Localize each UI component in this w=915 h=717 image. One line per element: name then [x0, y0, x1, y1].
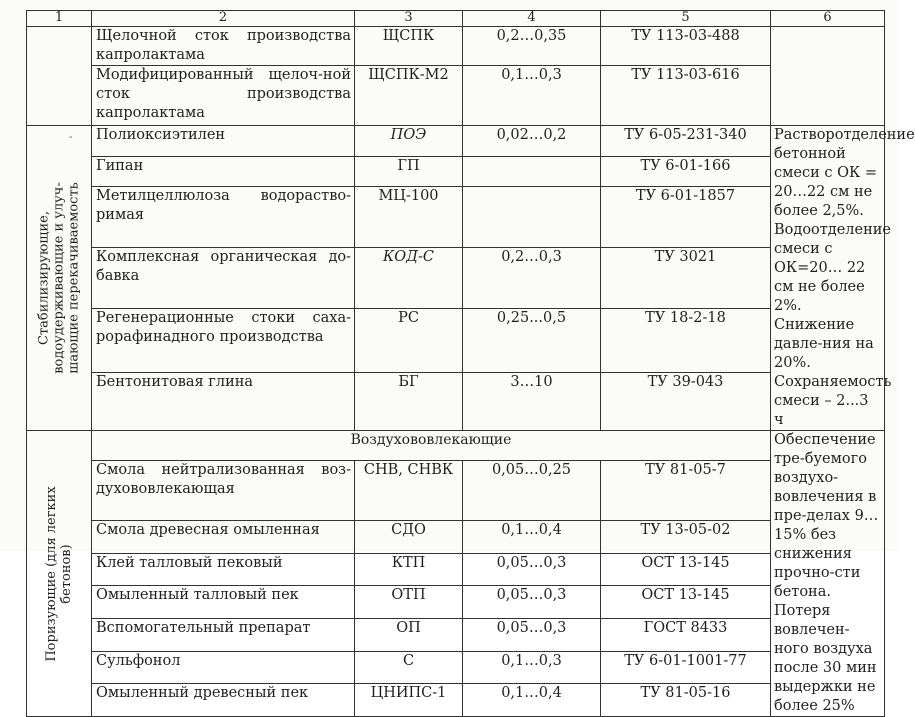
- additive-name: Регенерационные стоки саха-рорафинадного производства: [92, 309, 355, 373]
- column-number: 3: [355, 11, 463, 27]
- group-label-line: бетонов): [59, 543, 74, 604]
- dosage-range: 0,05…0,3: [463, 586, 601, 619]
- dosage-range: 0,1…0,4: [463, 521, 601, 554]
- column-number-row: [27, 11, 885, 27]
- additive-name: Сульфонол: [92, 651, 355, 684]
- additive-name: Вспомогательный препарат: [92, 619, 355, 652]
- table-row: [27, 586, 885, 619]
- additive-name: Комплексная органическая до-бавка: [92, 248, 355, 309]
- table-row: [27, 651, 885, 684]
- additive-name: Гипан: [92, 156, 355, 187]
- column-number: 5: [601, 11, 771, 27]
- standard-ref: ТУ 13-05-02: [601, 521, 771, 554]
- standard-ref: ГОСТ 8433: [601, 619, 771, 652]
- table-row: [27, 684, 885, 717]
- standard-ref: ТУ 6-01-1857: [601, 187, 771, 248]
- dosage-range: 0,2…0,35: [463, 27, 601, 66]
- table-row: [27, 27, 885, 66]
- dosage-range: 0,02…0,2: [463, 126, 601, 157]
- table-row: [27, 187, 885, 248]
- column-number: 1: [27, 11, 92, 27]
- additive-name: Омыленный талловый пек: [92, 586, 355, 619]
- additive-code: ПОЭ: [355, 126, 463, 157]
- group-label-cell: [27, 431, 92, 717]
- subheader-row: [27, 431, 885, 461]
- table-row: [27, 373, 885, 431]
- dosage-range: 0,05…0,3: [463, 553, 601, 586]
- table-row: [27, 248, 885, 309]
- additive-name: Щелочной сток производства капролактама: [92, 27, 355, 66]
- table-row: [27, 619, 885, 652]
- table-row: [27, 156, 885, 187]
- standard-ref: ТУ 6-01-1001-77: [601, 651, 771, 684]
- additive-code: СНВ, СНВК: [355, 460, 463, 521]
- group-label-line: шающие перекачиваемость: [66, 182, 82, 374]
- group-label-cell: [27, 126, 92, 431]
- table-row: [27, 521, 885, 554]
- additive-code: СДО: [355, 521, 463, 554]
- table-row: [27, 309, 885, 373]
- group-label-line: Поризующие (для легких: [44, 485, 59, 662]
- additive-code: КОД-С: [355, 248, 463, 309]
- dosage-range: 0,25...0,5: [463, 309, 601, 373]
- standard-ref: ТУ 6-05-231-340: [601, 126, 771, 157]
- column-number: 6: [771, 11, 885, 27]
- group-vertical-label: [44, 486, 74, 661]
- standard-ref: ТУ 3021: [601, 248, 771, 309]
- standard-ref: ОСТ 13-145: [601, 586, 771, 619]
- column-number: 2: [92, 11, 355, 27]
- additive-name: Полиоксиэтилен: [92, 126, 355, 157]
- group-label-line: водоудерживающие и улуч-: [51, 182, 67, 374]
- additive-code: РС: [355, 309, 463, 373]
- standard-ref: ТУ 39-043: [601, 373, 771, 431]
- subheader-title: Воздухововлекающие: [92, 431, 771, 461]
- standard-ref: ТУ 81-05-7: [601, 460, 771, 521]
- dosage-range: 0,1…0,3: [463, 66, 601, 126]
- dosage-range: [463, 187, 601, 248]
- additive-name: Смола нейтрализованная воз-духововлекающая: [92, 460, 355, 521]
- additive-code: С: [355, 651, 463, 684]
- additive-code: ЩСПК-М2: [355, 66, 463, 126]
- dosage-range: 3…10: [463, 373, 601, 431]
- dosage-range: 0,2…0,3: [463, 248, 601, 309]
- additive-code: КТП: [355, 553, 463, 586]
- dosage-range: [463, 156, 601, 187]
- additive-name: Омыленный древесный пек: [92, 684, 355, 717]
- additive-name: Бентонитовая глина: [92, 373, 355, 431]
- additive-code: ГП: [355, 156, 463, 187]
- dosage-range: 0,05…0,3: [463, 619, 601, 652]
- note-text: Обеспечение тре-буемого воздухо-вовлечения в пре-делах 9…15% без снижения прочно-сти бетона. Потеря вовлечен-ного воздуха после 30 мин выдержки не более 25%: [771, 431, 885, 717]
- additive-name: Метилцеллюлоза водораство-римая: [92, 187, 355, 248]
- additive-code: ЦНИПС-1: [355, 684, 463, 717]
- note-cell: [771, 27, 885, 126]
- additive-name: Модифицированный щелоч-ной сток производства капролактама: [92, 66, 355, 126]
- group-label-line: Стабилизирующие,: [36, 211, 52, 345]
- additive-code: ОТП: [355, 586, 463, 619]
- additive-code: БГ: [355, 373, 463, 431]
- table-row: [27, 126, 885, 157]
- group-vertical-label: [37, 182, 82, 374]
- table-row: [27, 66, 885, 126]
- group-dash-label: -: [69, 132, 73, 143]
- standard-ref: ОСТ 13-145: [601, 553, 771, 586]
- table-row: [27, 460, 885, 521]
- additive-code: ОП: [355, 619, 463, 652]
- dosage-range: 0,05…0,25: [463, 460, 601, 521]
- dosage-range: 0,1…0,3: [463, 651, 601, 684]
- standard-ref: ТУ 113-03-488: [601, 27, 771, 66]
- standard-ref: ТУ 113-03-616: [601, 66, 771, 126]
- group-label-cell: [27, 27, 92, 143]
- standard-ref: ТУ 6-01-166: [601, 156, 771, 187]
- additive-name: Клей талловый пековый: [92, 553, 355, 586]
- additive-code: МЦ-100: [355, 187, 463, 248]
- additives-table: [26, 10, 915, 717]
- dosage-range: 0,1…0,4: [463, 684, 601, 717]
- standard-ref: ТУ 18-2-18: [601, 309, 771, 373]
- additive-name: Смола древесная омыленная: [92, 521, 355, 554]
- column-number: 4: [463, 11, 601, 27]
- additive-code: ЩСПК: [355, 27, 463, 66]
- standard-ref: ТУ 81-05-16: [601, 684, 771, 717]
- table-row: [27, 553, 885, 586]
- note-text: Растворотделение бетонной смеси с ОК = 20…22 см не более 2,5%. Водоотделение смеси с ОК=20… 22 см не более 2%. Снижение давле-ния на 20%. Сохраняемость смеси – 2...3 ч: [771, 126, 885, 431]
